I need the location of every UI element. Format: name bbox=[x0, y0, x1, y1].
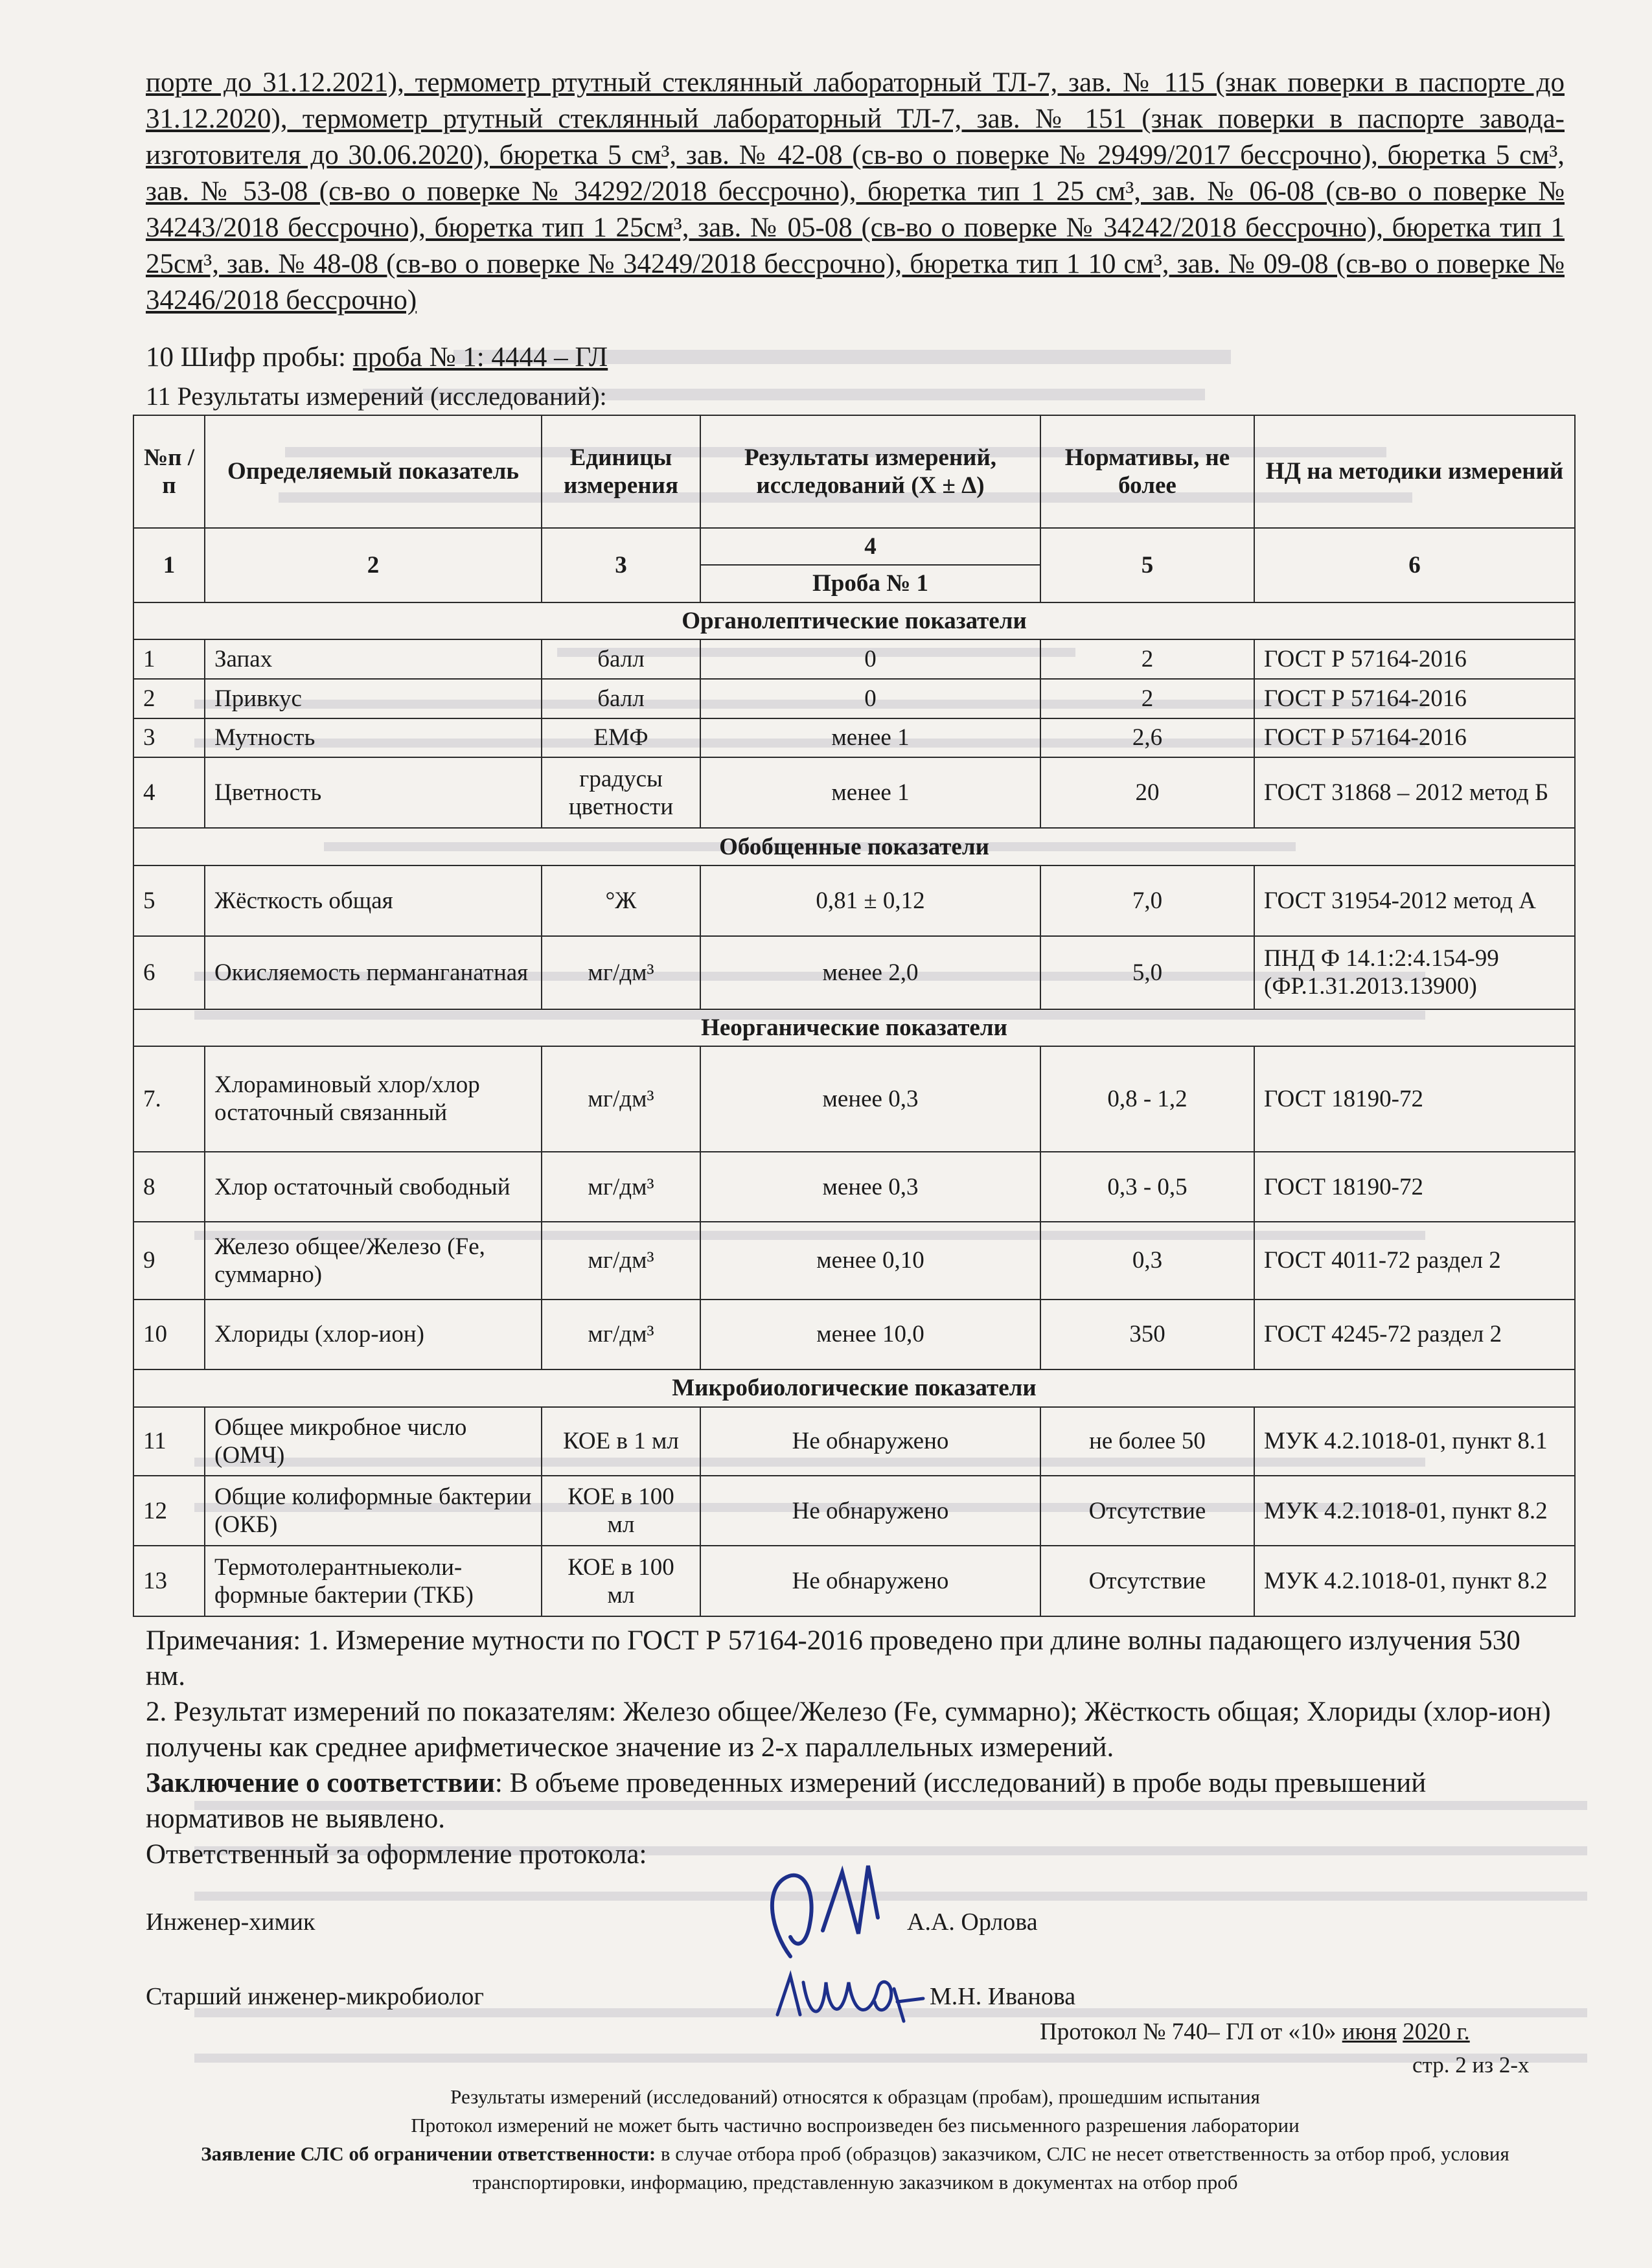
conclusion bbox=[146, 1765, 1565, 1837]
cell-num: 12 bbox=[133, 1476, 205, 1546]
cell-result: Не обнаружено bbox=[700, 1407, 1040, 1476]
cell-result: менее 0,10 bbox=[700, 1222, 1040, 1299]
cell-method: ПНД Ф 14.1:2:4.154-99 (ФР.1.31.2013.13900) bbox=[1254, 936, 1575, 1009]
disclaimer-label: Заявление СЛС об ограничении ответственности: bbox=[201, 2142, 656, 2165]
column-number-row bbox=[133, 528, 1575, 565]
cell-method: ГОСТ 18190-72 bbox=[1254, 1152, 1575, 1222]
cell-indicator: Запах bbox=[205, 639, 542, 679]
cell-norm: 20 bbox=[1040, 757, 1254, 827]
results-heading: 11 Результаты измерений (исследований): bbox=[146, 382, 607, 411]
cell-num: 8 bbox=[133, 1152, 205, 1222]
cell-num: 9 bbox=[133, 1222, 205, 1299]
section-row bbox=[133, 602, 1575, 639]
cell-norm: 7,0 bbox=[1040, 865, 1254, 935]
footer-line-1: Результаты измерений (исследований) относятся к образцам (пробам), прошедшим испытания bbox=[450, 2085, 1260, 2108]
cell-num: 5 bbox=[133, 865, 205, 935]
table-row bbox=[133, 1300, 1575, 1369]
cell-method: ГОСТ Р 57164-2016 bbox=[1254, 639, 1575, 679]
cell-unit: мг/дм³ bbox=[542, 1046, 700, 1152]
instrument-list-continuation bbox=[146, 65, 1565, 319]
section-title: Микробиологические показатели bbox=[133, 1369, 1575, 1406]
table-row bbox=[133, 865, 1575, 935]
cell-result: менее 0,3 bbox=[700, 1046, 1040, 1152]
table-row bbox=[133, 718, 1575, 758]
cell-method: ГОСТ Р 57164-2016 bbox=[1254, 718, 1575, 758]
cell-result: менее 1 bbox=[700, 718, 1040, 758]
cell-norm: 2 bbox=[1040, 679, 1254, 718]
cell-indicator: Общие колиформные бактерии (ОКБ) bbox=[205, 1476, 542, 1546]
section-row bbox=[133, 828, 1575, 866]
disclaimer-text: в случае отбора проб (образцов) заказчиком, СЛС не несет ответственность за отбор проб, условия транспортировки, информацию, представленную заказчиком в документах на отбор проб bbox=[472, 2142, 1509, 2194]
chemist-name: А.А. Орлова bbox=[907, 1908, 1038, 1936]
cell-method: МУК 4.2.1018-01, пункт 8.1 bbox=[1254, 1407, 1575, 1476]
cell-result: Не обнаружено bbox=[700, 1476, 1040, 1546]
col-number: 1 bbox=[133, 528, 205, 602]
section-title: Обобщенные показатели bbox=[133, 828, 1575, 866]
page-number: стр. 2 из 2-х bbox=[1412, 2052, 1530, 2078]
chemist-title: Инженер-химик bbox=[146, 1908, 315, 1936]
cell-num: 1 bbox=[133, 639, 205, 679]
cell-num: 3 bbox=[133, 718, 205, 758]
sample-code-label: 10 Шифр пробы: bbox=[146, 342, 353, 372]
header-method: НД на методики измерений bbox=[1254, 415, 1575, 528]
cell-norm: 5,0 bbox=[1040, 936, 1254, 1009]
cell-indicator: Термотолерантныеколи-формные бактерии (ТКБ) bbox=[205, 1546, 542, 1616]
cell-unit: мг/дм³ bbox=[542, 1222, 700, 1299]
microbiologist-signature bbox=[764, 1963, 933, 2034]
cell-indicator: Хлориды (хлор-ион) bbox=[205, 1300, 542, 1369]
cell-indicator: Общее микробное число (ОМЧ) bbox=[205, 1407, 542, 1476]
footer-line-2: Протокол измерений не может быть частично воспроизведен без письменного разрешения лаборатории bbox=[411, 2114, 1300, 2136]
header-num: №п /п bbox=[133, 415, 205, 528]
col-number: 4 bbox=[700, 528, 1040, 565]
note-2: 2. Результат измерений по показателям: Железо общее/Железо (Fe, суммарно); Жёсткость общая; Хлориды (хлор-ион) получены как среднее арифметическое значение из 2-х параллельных измерений. bbox=[146, 1697, 1551, 1763]
cell-norm: 0,8 - 1,2 bbox=[1040, 1046, 1254, 1152]
cell-indicator: Окисляемость перманганатная bbox=[205, 936, 542, 1009]
cell-norm: 0,3 bbox=[1040, 1222, 1254, 1299]
cell-num: 10 bbox=[133, 1300, 205, 1369]
notes-section bbox=[146, 1623, 1565, 1872]
microbiologist-title: Старший инженер-микробиолог bbox=[146, 1983, 484, 2010]
col-number: 5 bbox=[1040, 528, 1254, 602]
cell-unit: мг/дм³ bbox=[542, 1300, 700, 1369]
table-header-row bbox=[133, 415, 1575, 528]
col-number: 3 bbox=[542, 528, 700, 602]
cell-num: 6 bbox=[133, 936, 205, 1009]
cell-method: МУК 4.2.1018-01, пункт 8.2 bbox=[1254, 1546, 1575, 1616]
sample-code-value: проба № 1: 4444 – ГЛ bbox=[352, 342, 608, 372]
table-row bbox=[133, 1407, 1575, 1476]
section-row bbox=[133, 1009, 1575, 1046]
header-result: Результаты измерений, исследований (X ± Δ) bbox=[700, 415, 1040, 528]
microbiologist-name: М.Н. Иванова bbox=[930, 1983, 1076, 2010]
cell-unit: балл bbox=[542, 639, 700, 679]
table-row bbox=[133, 1476, 1575, 1546]
cell-result: Не обнаружено bbox=[700, 1546, 1040, 1616]
sample-code-line bbox=[146, 340, 1565, 375]
note-1: Примечания: 1. Измерение мутности по ГОСТ Р 57164-2016 проведено при длине волны падающего излучения 530 нм. bbox=[146, 1625, 1520, 1691]
table-row bbox=[133, 1152, 1575, 1222]
cell-num: 11 bbox=[133, 1407, 205, 1476]
cell-norm: 2,6 bbox=[1040, 718, 1254, 758]
cell-method: ГОСТ 4011-72 раздел 2 bbox=[1254, 1222, 1575, 1299]
header-norm: Нормативы, не более bbox=[1040, 415, 1254, 528]
cell-unit: мг/дм³ bbox=[542, 936, 700, 1009]
cell-indicator: Жёсткость общая bbox=[205, 865, 542, 935]
table-row bbox=[133, 679, 1575, 718]
cell-unit: балл bbox=[542, 679, 700, 718]
header-indicator: Определяемый показатель bbox=[205, 415, 542, 528]
cell-indicator: Цветность bbox=[205, 757, 542, 827]
conclusion-text: : В объеме проведенных измерений (исследований) в пробе воды превышений нормативов не выявлено. bbox=[146, 1768, 1427, 1834]
cell-unit: КОЕ в 100 мл bbox=[542, 1546, 700, 1616]
cell-indicator: Хлор остаточный свободный bbox=[205, 1152, 542, 1222]
sample-label: Проба № 1 bbox=[700, 565, 1040, 602]
cell-norm: 0,3 - 0,5 bbox=[1040, 1152, 1254, 1222]
col-number: 6 bbox=[1254, 528, 1575, 602]
conclusion-label: Заключение о соответствии bbox=[146, 1768, 495, 1798]
cell-unit: °Ж bbox=[542, 865, 700, 935]
cell-unit: КОЕ в 1 мл bbox=[542, 1407, 700, 1476]
cell-norm: 350 bbox=[1040, 1300, 1254, 1369]
cell-result: менее 1 bbox=[700, 757, 1040, 827]
cell-method: ГОСТ 4245-72 раздел 2 bbox=[1254, 1300, 1575, 1369]
header-units: Единицы измерения bbox=[542, 415, 700, 528]
protocol-id bbox=[1040, 2018, 1470, 2046]
responsible-label: Ответственный за оформление протокола: bbox=[146, 1839, 647, 1870]
cell-norm: Отсутствие bbox=[1040, 1546, 1254, 1616]
results-table bbox=[133, 415, 1576, 1617]
instrument-list-text: порте до 31.12.2021), термометр ртутный стеклянный лабораторный ТЛ-7, зав. № 115 (знак поверки в паспорте до 31.12.2020), термометр ртутный стеклянный лабораторный ТЛ-7, зав. № 151 (знак поверки в паспорте завода-изготовителя до 30.06.2020), бюретка 5 см³, зав. № 42-08 (св-во о поверке № 29499/2017 бессрочно), бюретка 5 см³, зав. № 53-08 (св-во о поверке № 34292/2018 бессрочно), бюретка тип 1 25 см³, зав. № 06-08 (св-во о поверке № 34243/2018 бессрочно), бюретка тип 1 25см³, зав. № 05-08 (св-во о поверке № 34242/2018 бессрочно), бюретка тип 1 25см³, зав. № 48-08 (св-во о поверке № 34249/2018 бессрочно), бюретка тип 1 10 см³, зав. № 09-08 (св-во о поверке № 34246/2018 бессрочно) bbox=[146, 67, 1565, 315]
cell-norm: 2 bbox=[1040, 639, 1254, 679]
cell-num: 13 bbox=[133, 1546, 205, 1616]
table-row bbox=[133, 1046, 1575, 1152]
protocol-year: 2020 г. bbox=[1403, 2019, 1470, 2045]
cell-indicator: Железо общее/Железо (Fe, суммарно) bbox=[205, 1222, 542, 1299]
table-row bbox=[133, 1222, 1575, 1299]
col-number: 2 bbox=[205, 528, 542, 602]
cell-result: 0 bbox=[700, 679, 1040, 718]
cell-indicator: Привкус bbox=[205, 679, 542, 718]
cell-result: менее 2,0 bbox=[700, 936, 1040, 1009]
cell-result: менее 0,3 bbox=[700, 1152, 1040, 1222]
cell-num: 7. bbox=[133, 1046, 205, 1152]
cell-indicator: Хлораминовый хлор/хлор остаточный связанный bbox=[205, 1046, 542, 1152]
cell-norm: не более 50 bbox=[1040, 1407, 1254, 1476]
cell-unit: градусы цветности bbox=[542, 757, 700, 827]
cell-norm: Отсутствие bbox=[1040, 1476, 1254, 1546]
cell-method: МУК 4.2.1018-01, пункт 8.2 bbox=[1254, 1476, 1575, 1546]
cell-num: 4 bbox=[133, 757, 205, 827]
cell-unit: мг/дм³ bbox=[542, 1152, 700, 1222]
cell-result: 0,81 ± 0,12 bbox=[700, 865, 1040, 935]
protocol-prefix: Протокол № 740– ГЛ от «10» bbox=[1040, 2019, 1337, 2045]
cell-unit: КОЕ в 100 мл bbox=[542, 1476, 700, 1546]
cell-num: 2 bbox=[133, 679, 205, 718]
table-row bbox=[133, 936, 1575, 1009]
section-title: Неорганические показатели bbox=[133, 1009, 1575, 1046]
cell-result: менее 10,0 bbox=[700, 1300, 1040, 1369]
section-row bbox=[133, 1369, 1575, 1406]
footer-disclaimer bbox=[146, 2140, 1565, 2197]
cell-method: ГОСТ 31954-2012 метод А bbox=[1254, 865, 1575, 935]
cell-result: 0 bbox=[700, 639, 1040, 679]
section-title: Органолептические показатели bbox=[133, 602, 1575, 639]
table-row bbox=[133, 639, 1575, 679]
cell-method: ГОСТ 18190-72 bbox=[1254, 1046, 1575, 1152]
cell-unit: ЕМФ bbox=[542, 718, 700, 758]
protocol-month: июня bbox=[1342, 2019, 1397, 2045]
table-row bbox=[133, 1546, 1575, 1616]
cell-method: ГОСТ 31868 – 2012 метод Б bbox=[1254, 757, 1575, 827]
table-row bbox=[133, 757, 1575, 827]
cell-indicator: Мутность bbox=[205, 718, 542, 758]
cell-method: ГОСТ Р 57164-2016 bbox=[1254, 679, 1575, 718]
